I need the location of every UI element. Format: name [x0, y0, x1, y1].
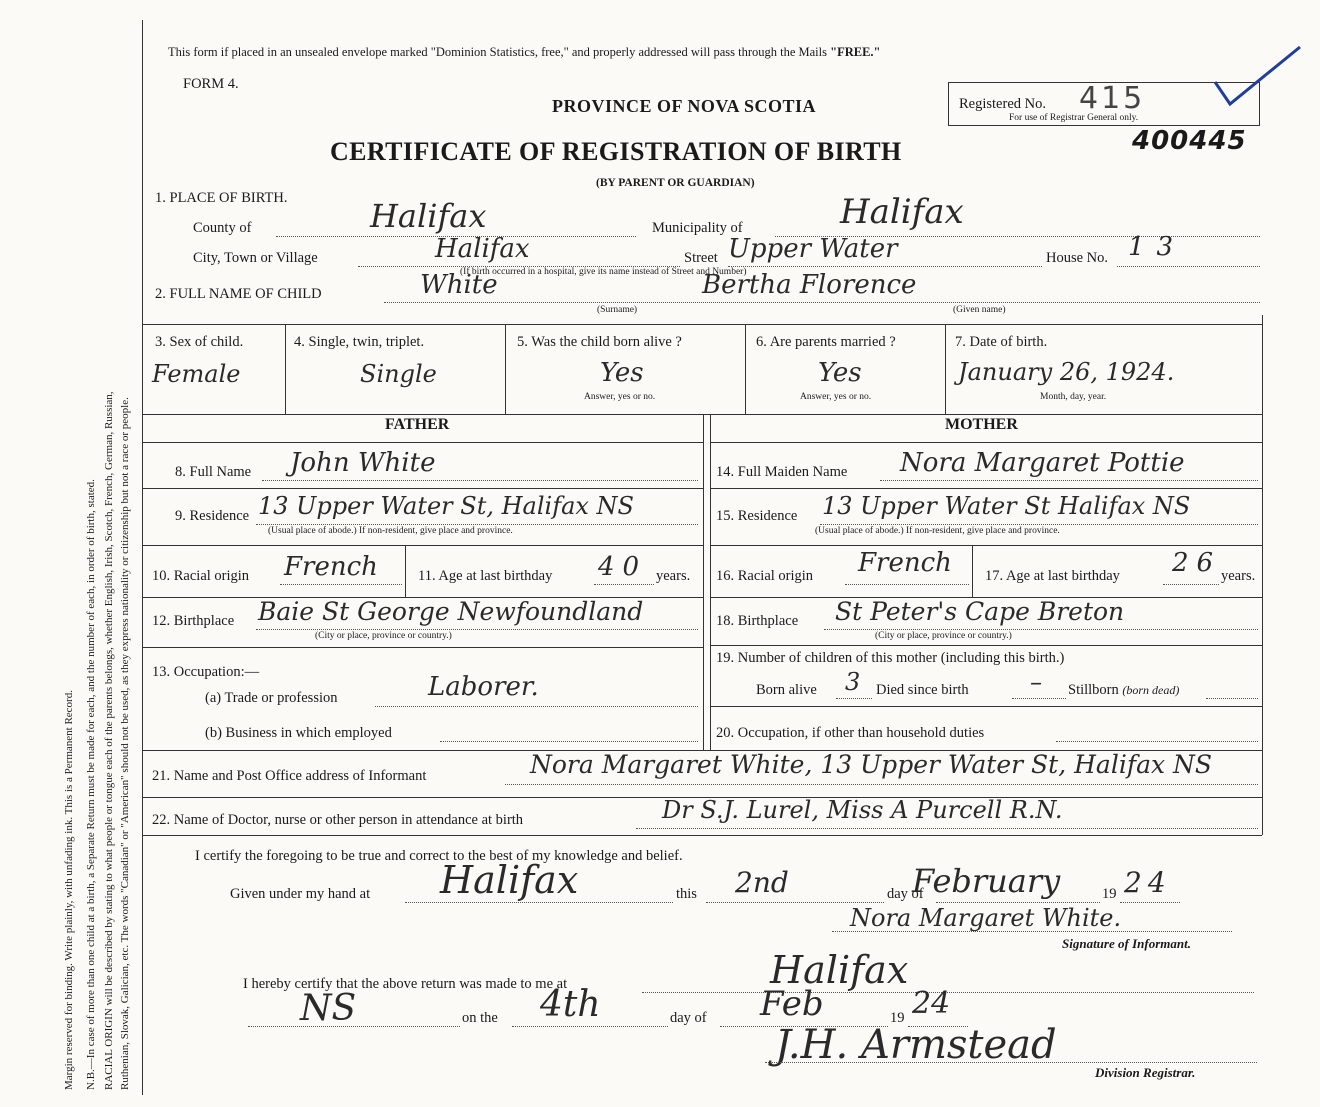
- children-count-label: 19. Number of children of this mother (including this birth.): [716, 650, 1065, 666]
- mother-residence-caption: (Usual place of abode.) If non-resident, give place and province.: [815, 526, 1060, 536]
- sex-value: Female: [152, 360, 241, 388]
- registrar-signature: J.H. Armstead: [775, 1022, 1057, 1068]
- child-surname: White: [420, 270, 498, 300]
- city-value: Halifax: [435, 234, 530, 264]
- mother-years: years.: [1221, 568, 1256, 584]
- father-birthplace-value: Baie St George Newfoundland: [258, 597, 644, 626]
- born-alive-caption: Answer, yes or no.: [584, 392, 656, 402]
- mother-birthplace-value: St Peter's Cape Breton: [835, 597, 1125, 626]
- informant-signature: Nora Margaret White.: [850, 904, 1122, 932]
- mother-name-value: Nora Margaret Pottie: [900, 448, 1185, 478]
- mother-residence-label: 15. Residence: [716, 508, 798, 524]
- born-alive-label: 5. Was the child born alive ?: [517, 334, 682, 350]
- father-racial-value: French: [284, 552, 378, 582]
- county-label: County of: [193, 220, 252, 236]
- on-the-label: on the: [462, 1010, 498, 1026]
- stillborn-label: Stillborn (born dead): [1068, 682, 1180, 698]
- dob-label: 7. Date of birth.: [955, 334, 1048, 350]
- dob-value: January 26, 1924.: [958, 358, 1175, 386]
- postal-notice: This form if placed in an unsealed envelope marked "Dominion Statistics, free," and properly addressed will pass through the Mails "FREE.": [168, 45, 881, 59]
- born-alive-value: Yes: [600, 358, 644, 388]
- father-years: years.: [656, 568, 691, 584]
- street-value: Upper Water: [728, 234, 898, 264]
- business-label: (b) Business in which employed: [205, 725, 392, 741]
- father-age-value: 40: [598, 552, 648, 582]
- this-label: this: [676, 886, 697, 902]
- stamp-number: 400445: [1132, 126, 1247, 156]
- year-prefix: 19: [1102, 886, 1117, 902]
- given-at-place: Halifax: [440, 858, 579, 902]
- mother-racial-value: French: [858, 548, 952, 578]
- child-name-label: 2. FULL NAME OF CHILD: [155, 286, 322, 302]
- trade-value: Laborer.: [428, 672, 539, 702]
- municipality-value: Halifax: [840, 192, 964, 232]
- mother-birthplace-label: 18. Birthplace: [716, 613, 799, 629]
- plurality-label: 4. Single, twin, triplet.: [294, 334, 425, 350]
- father-name-value: John White: [290, 448, 436, 478]
- given-month: February: [912, 862, 1061, 900]
- father-age-label: 11. Age at last birthday: [418, 568, 553, 584]
- given-at-label: Given under my hand at: [230, 886, 371, 902]
- father-name-label: 8. Full Name: [175, 464, 252, 480]
- father-residence-value: 13 Upper Water St, Halifax NS: [258, 492, 634, 520]
- place-of-birth-heading: 1. PLACE OF BIRTH.: [155, 190, 288, 206]
- blue-checkmark-icon: [1210, 42, 1305, 107]
- registrar-day: 4th: [540, 984, 601, 1025]
- father-birthplace-label: 12. Birthplace: [152, 613, 235, 629]
- municipality-label: Municipality of: [652, 220, 743, 236]
- surname-caption: (Surname): [597, 305, 638, 315]
- margin-line-1: Margin reserved for binding. Write plainly, with unfading ink. This is a Permanent Record.: [63, 690, 75, 1090]
- registrar-place: Halifax: [770, 948, 909, 992]
- mother-heading: MOTHER: [945, 416, 1018, 433]
- registrar-note: For use of Registrar General only.: [1009, 113, 1139, 123]
- mother-age-label: 17. Age at last birthday: [985, 568, 1120, 584]
- mother-birthplace-caption: (City or place, province or country.): [875, 631, 1012, 641]
- mother-racial-label: 16. Racial origin: [716, 568, 814, 584]
- registrar-day-of-label: day of: [670, 1010, 707, 1026]
- father-heading: FATHER: [385, 416, 450, 433]
- born-alive-count-label: Born alive: [756, 682, 817, 698]
- registrar-extra: NS: [300, 988, 357, 1029]
- doctor-value: Dr S.J. Lurel, Miss A Purcell R.N.: [662, 796, 1063, 824]
- page-title: CERTIFICATE OF REGISTRATION OF BIRTH: [330, 137, 902, 166]
- form-number: FORM 4.: [183, 76, 239, 92]
- plurality-value: Single: [360, 360, 437, 388]
- married-value: Yes: [818, 358, 862, 388]
- hospital-note: (If birth occurred in a hospital, give its name instead of Street and Number): [460, 267, 747, 277]
- mother-occupation-label: 20. Occupation, if other than household duties: [716, 725, 985, 741]
- street-label: Street: [684, 250, 718, 266]
- dob-caption: Month, day, year.: [1040, 392, 1107, 402]
- city-label: City, Town or Village: [193, 250, 318, 266]
- married-label: 6. Are parents married ?: [756, 334, 896, 350]
- house-label: House No.: [1046, 250, 1109, 266]
- born-alive-count-value: 3: [845, 668, 861, 696]
- given-caption: (Given name): [953, 305, 1006, 315]
- informant-value: Nora Margaret White, 13 Upper Water St, Halifax NS: [530, 750, 1213, 779]
- doctor-label: 22. Name of Doctor, nurse or other person in attendance at birth: [152, 812, 524, 828]
- married-caption: Answer, yes or no.: [800, 392, 872, 402]
- informant-label: 21. Name and Post Office address of Informant: [152, 768, 427, 784]
- registrar-year-prefix: 19: [890, 1010, 905, 1026]
- father-birthplace-caption: (City or place, province or country.): [315, 631, 452, 641]
- left-border: [142, 20, 143, 1095]
- mother-age-value: 26: [1172, 548, 1222, 578]
- registered-value: 415: [1079, 81, 1146, 116]
- father-residence-caption: (Usual place of abode.) If non-resident, give place and province.: [268, 526, 513, 536]
- father-residence-label: 9. Residence: [175, 508, 250, 524]
- margin-line-4: Ruthenian, Slovak, Galician, etc. The words "Canadian" or "American" should not be used, as they express nationality or citizenship but not a race or people.: [119, 397, 131, 1090]
- margin-line-3: RACIAL ORIGIN will be described by stating to what people or tongue each of the parents belongs, whether English, Irish, Scotch, French, German, Russian,: [103, 391, 115, 1090]
- province-heading: PROVINCE OF NOVA SCOTIA: [552, 96, 817, 116]
- died-since-birth-value: –: [1030, 668, 1042, 696]
- father-racial-label: 10. Racial origin: [152, 568, 250, 584]
- registrar-month: Feb: [760, 984, 824, 1024]
- house-value: 13: [1128, 232, 1186, 262]
- child-given-name: Bertha Florence: [702, 270, 917, 300]
- father-occupation-label: 13. Occupation:—: [152, 664, 260, 680]
- registered-label: Registered No.: [959, 96, 1046, 112]
- mother-residence-value: 13 Upper Water St Halifax NS: [822, 492, 1191, 520]
- right-border: [1262, 315, 1263, 835]
- died-since-birth-label: Died since birth: [876, 682, 969, 698]
- day-of-label: day of: [887, 886, 924, 902]
- mother-name-label: 14. Full Maiden Name: [716, 464, 848, 480]
- page-subtitle: (BY PARENT OR GUARDIAN): [596, 177, 755, 189]
- given-year: 24: [1124, 866, 1172, 899]
- given-day: 2nd: [735, 866, 789, 899]
- registrar-year: 24: [912, 986, 951, 1021]
- registrar-caption: Division Registrar.: [1095, 1065, 1196, 1080]
- certification-statement: I certify the foregoing to be true and correct to the best of my knowledge and belief.: [195, 848, 683, 864]
- sex-label: 3. Sex of child.: [155, 334, 244, 350]
- margin-line-2: N.B.—In case of more than one child at a birth, a Separate Return must be made for each, and the number of each, in order of birth, stated.: [85, 479, 97, 1090]
- registrar-statement: I hereby certify that the above return was made to me at: [243, 976, 568, 992]
- informant-signature-caption: Signature of Informant.: [1062, 936, 1191, 951]
- county-value: Halifax: [370, 197, 487, 235]
- trade-label: (a) Trade or profession: [205, 690, 338, 706]
